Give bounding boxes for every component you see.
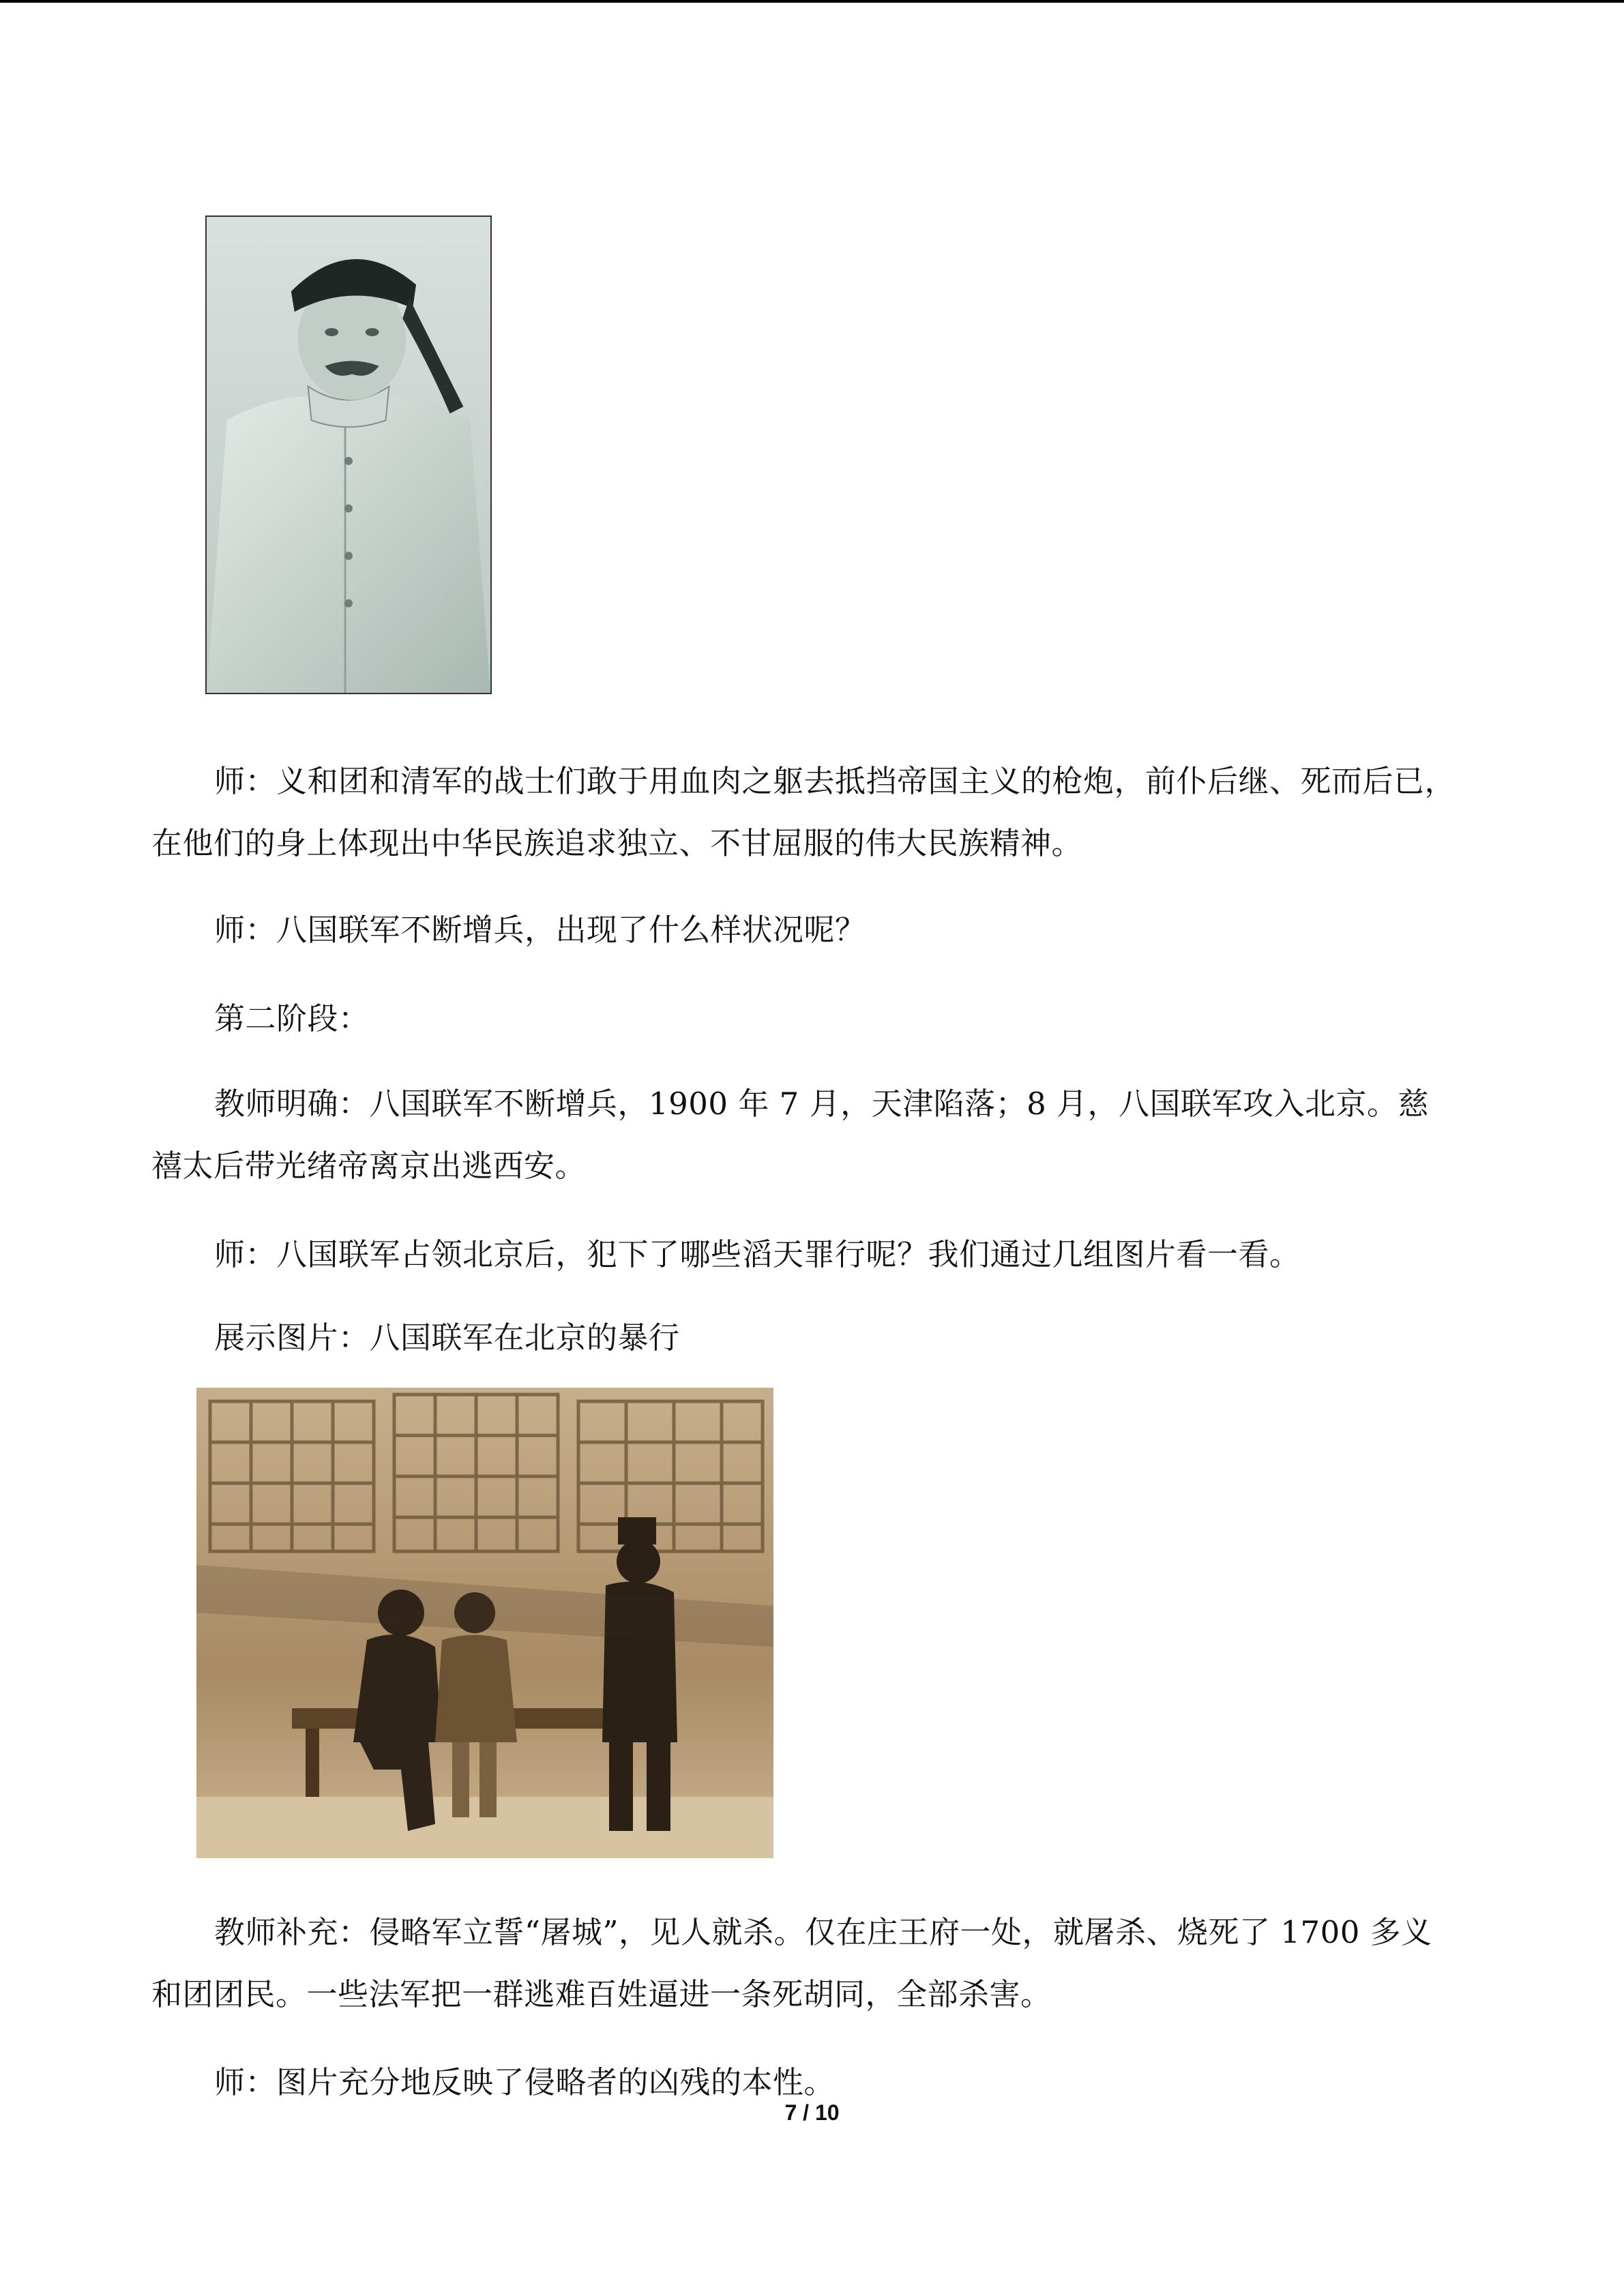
page-number: 7 / 10 (784, 2100, 840, 2125)
paragraph-teacher-clarify: 教师明确：八国联军不断增兵，1900 年 7 月，天津陷落；8 月，八国联军攻入北京。慈禧太后带光绪帝离京出逃西安。 (151, 1086, 1430, 1184)
portrait-photo (205, 215, 492, 694)
paragraph-teacher-spirit: 师：义和团和清军的战士们敢于用血肉之躯去抵挡帝国主义的枪炮，前仆后继、死而后已，在他们的身上体现出中华民族追求独立、不甘屈服的伟大民族精神。 (151, 763, 1456, 861)
paragraph-teacher-crimes: 师：八国联军占领北京后，犯下了哪些滔天罪行呢？我们通过几组图片看一看。 (214, 1236, 1301, 1272)
paragraph-teacher-supplement: 教师补充：侵略军立誓“屠城”，见人就杀。仅在庄王府一处，就屠杀、烧死了 1700 多义和团团民。一些法军把一群逃难百姓逼进一条死胡同，全部杀害。 (151, 1914, 1432, 2012)
paragraph-teacher-conclusion: 师：图片充分地反映了侵略者的凶残的本性。 (214, 2064, 836, 2100)
paragraph-stage-two: 第二阶段： (214, 1000, 370, 1037)
paragraph-teacher-question: 师：八国联军不断增兵，出现了什么样状况呢？ (214, 912, 866, 948)
top-border-line (0, 0, 1624, 3)
historical-photo (196, 1388, 773, 1858)
paragraph-show-picture: 展示图片：八国联军在北京的暴行 (214, 1320, 680, 1356)
